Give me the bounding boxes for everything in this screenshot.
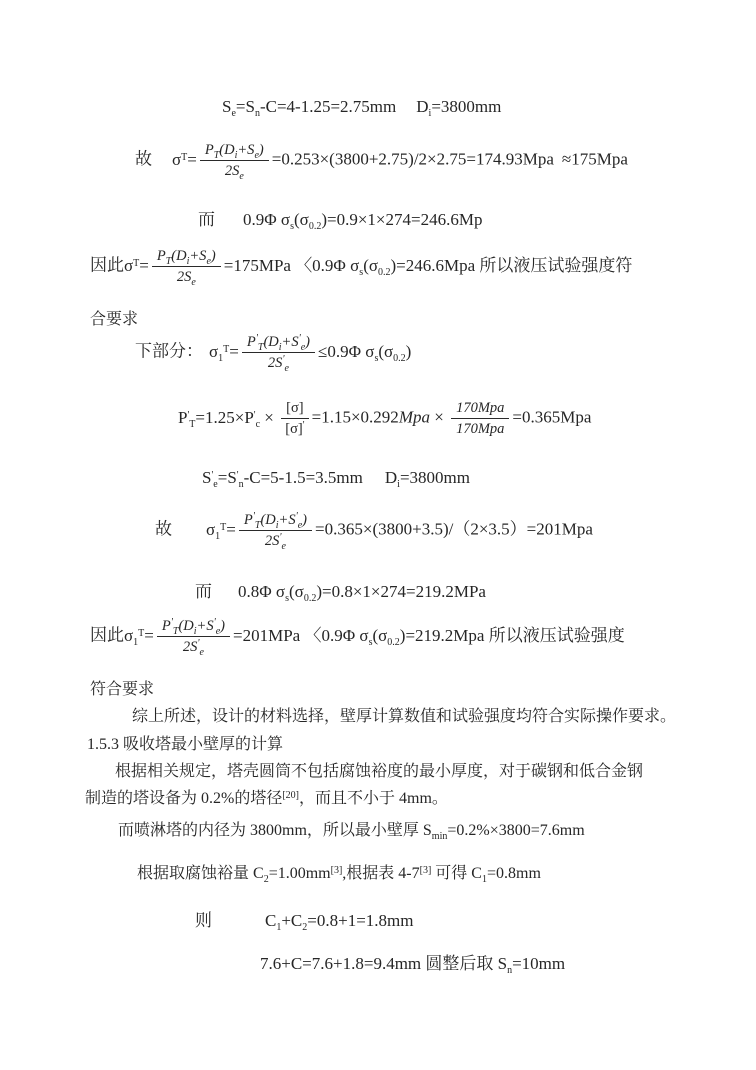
superscript: ' (302, 420, 305, 432)
equation-label: 而 (198, 210, 215, 229)
subscript: e (213, 479, 218, 490)
superscript: ' (279, 532, 282, 544)
subscript: 1 (481, 874, 487, 885)
paragraph-min-thickness-rule-line2: 制造的塔设备为 0.2%的塔径[20]，而且不小于 4mm。 (85, 790, 448, 807)
subscript: s (368, 636, 373, 648)
subscript: i (275, 520, 279, 531)
equation-body: 0.8Φ $\sigma_s(\sigma_{0.2})=0.8\times 1\times 274=219.2MPa$ (238, 582, 486, 604)
equation-effective-thickness-upper (222, 97, 501, 117)
subscript: e (191, 277, 196, 289)
subscript: T (213, 150, 220, 161)
subscript: i (186, 256, 190, 267)
sigma-symbol: $\sigma_1^T=$ (206, 519, 236, 542)
subscript: 1 (215, 530, 221, 542)
equation-mid: =1.15×0.292Mpa × (311, 407, 449, 427)
subscript: s (285, 593, 289, 604)
equation-test-pressure-lower (178, 399, 591, 438)
subscript: e (199, 647, 204, 659)
fraction-ptprime-over-2seprime: $\frac{P'_T(D_i+S'_e)}{2S'_e}$ (242, 333, 315, 372)
equation-allowable-stress-upper (198, 205, 482, 230)
subscript: i (428, 108, 432, 119)
subscript: T (165, 256, 172, 267)
superscript: ' (213, 617, 216, 628)
superscript: ' (236, 470, 239, 481)
equation-label: 而 (195, 582, 212, 601)
paragraph-summary: 综上所述，设计的材料选择，壁厚计算数值和试验强度均符合实际操作要求。 (132, 708, 677, 725)
superscript: T (138, 627, 145, 639)
paragraph-corrosion-allowance: 根据取腐蚀裕量 $C_2=1.00mm[3]$,根据表 4-7[3] 可得 $C_1=0.8mm$ (137, 865, 541, 885)
subscript: 1 (133, 636, 139, 648)
equation-result: =0.365Mpa (512, 407, 592, 427)
superscript: ' (170, 617, 173, 628)
equation-condition: ≤0.9Φ $\sigma_s(\sigma_{0.2})$ (318, 341, 412, 364)
subscript: e (297, 520, 303, 531)
subscript: 0.2 (378, 266, 391, 278)
subscript: T (254, 520, 261, 531)
subscript: e (284, 363, 289, 375)
reference-superscript: [3] (330, 865, 343, 876)
subscript: i (397, 479, 400, 490)
subscript: 2 (302, 922, 308, 933)
superscript: T (133, 257, 140, 269)
equation-label: 则 (195, 911, 212, 930)
subscript: T (257, 342, 264, 353)
equation-stress-check-upper (135, 141, 628, 183)
superscript: T (223, 343, 230, 355)
equation-result: =0.253×(3800+2.75)/2×2.75=174.93Mpa (271, 149, 554, 169)
equation-stress-check-lower (155, 511, 593, 553)
sigma-symbol: $\sigma^T=$ (124, 255, 149, 275)
subscript: e (206, 256, 211, 267)
subscript: e (215, 626, 221, 637)
superscript: ' (255, 333, 258, 344)
fraction-170mpa-ratio: $\frac{\text{170Mpa}}{\text{170Mpa}}$ (451, 399, 509, 438)
paragraph-conclusion-lower-wrap: 符合要求 (90, 681, 155, 698)
variable-di: $D_i=3800mm$ (416, 97, 502, 119)
superscript: ' (197, 638, 200, 650)
equation-lhs: $P'_T=1.25\times P'_c$ × (178, 407, 279, 430)
subscript: s (374, 352, 379, 364)
equation-label: 因此 (90, 625, 124, 645)
fraction-pt-over-2se: $\frac{P_T(D_i+S_e)}{2S_e}$ (152, 247, 221, 286)
subscript: 0.2 (387, 636, 400, 648)
subscript: s (290, 221, 294, 232)
subscript: s (359, 266, 364, 278)
paragraph-conclusion-upper-wrap: 合要求 (90, 311, 139, 328)
equation-final-thickness: 7.6+C=7.6+1.8=9.4mm 圆整后取 $S_n=10mm$ (260, 954, 566, 976)
subscript: 1 (276, 922, 282, 933)
subscript: 2 (263, 874, 269, 885)
reference-superscript: [20] (282, 790, 300, 801)
equation-min-thickness: 而喷淋塔的内径为 3800mm，所以最小壁厚 $S_{min}=0.2\%\times 3800=7.6mm$ (118, 822, 585, 842)
equation-conclusion-upper (90, 247, 633, 289)
equation-label: 下部分： (135, 341, 203, 361)
fraction-ptprime-over-2seprime: $\frac{P'_T(D_i+S'_e)}{2S'_e}$ (157, 617, 230, 656)
equation-result: =0.365×(3800+3.5)/（2×3.5）=201Mpa (315, 519, 593, 539)
equation-conclusion-lower (90, 617, 625, 659)
sigma-symbol: $\sigma^T=$ (172, 149, 197, 169)
superscript: ' (252, 511, 255, 522)
subscript: 0.2 (303, 593, 317, 604)
subscript: i (234, 150, 238, 161)
fraction-pt-over-2se: $\frac{P_T(D_i+S_e)}{2S_e}$ (200, 141, 269, 180)
subscript: e (239, 171, 244, 183)
subscript: e (254, 150, 259, 161)
subscript: e (300, 342, 306, 353)
variable-se: $S_e=S_n-C=4-1.25=2.75mm$ (222, 97, 397, 119)
subscript: n (254, 108, 260, 119)
subscript: 0.2 (308, 221, 322, 232)
superscript: T (181, 151, 188, 163)
equation-lower-section-criterion (135, 333, 412, 375)
fraction-ptprime-over-2seprime: $\frac{P'_T(D_i+S'_e)}{2S'_e}$ (239, 511, 312, 550)
equation-label: 因此 (90, 255, 124, 275)
sigma-symbol: $\sigma_1^T=$ (209, 341, 239, 364)
subscript: i (278, 342, 282, 353)
equation-result: =201MPa 〈0.9Φ $\sigma_s(\sigma_{0.2})=219.2Mpa$ 所以液压试验强度 (233, 625, 625, 648)
sigma-symbol: $\sigma_1^T=$ (124, 625, 154, 648)
subscript: n (507, 965, 513, 976)
approx-value: ≈175Mpa (561, 149, 628, 169)
fraction-sigma-ratio: $\frac{[\sigma]}{[\sigma]'}$ (281, 399, 308, 438)
subscript: T (189, 418, 196, 430)
superscript: ' (253, 409, 256, 421)
variable-di: $D_i=3800mm$ (384, 468, 470, 490)
subscript: e (281, 541, 286, 553)
superscript: ' (187, 409, 190, 421)
section-heading-1-5-3: 1.5.3 吸收塔最小壁厚的计算 (87, 736, 284, 753)
subscript: T (172, 626, 179, 637)
equation-body: $C_1+C_2=0.8+1=1.8mm$ (265, 911, 414, 933)
subscript: 1 (218, 352, 224, 364)
equation-effective-thickness-lower (202, 468, 470, 488)
superscript: ' (295, 511, 298, 522)
subscript: e (231, 108, 236, 119)
equation-result: =175MPa 〈0.9Φ $\sigma_s(\sigma_{0.2})=246.6Mpa$ 所以液压试验强度符 (223, 255, 633, 278)
equation-allowable-stress-lower (195, 577, 486, 602)
superscript: ' (298, 333, 301, 344)
equation-c1-plus-c2 (195, 906, 414, 931)
subscript: min (431, 831, 448, 842)
superscript: ' (282, 354, 285, 366)
subscript: i (193, 626, 197, 637)
reference-superscript: [3] (419, 865, 432, 876)
equation-body: 0.9Φ $\sigma_s(\sigma_{0.2})=0.9\times 1\times 274=246.6Mp$ (243, 210, 483, 232)
subscript: n (238, 479, 244, 490)
equation-label: 故 (155, 519, 172, 539)
superscript: ' (211, 470, 214, 481)
subscript: c (255, 418, 261, 430)
subscript: 0.2 (393, 352, 406, 364)
equation-label: 故 (135, 149, 152, 169)
paragraph-min-thickness-rule-line1: 根据相关规定，塔壳圆筒不包括腐蚀裕度的最小厚度，对于碳钢和低合金钢 (115, 763, 644, 780)
variable-se-prime: $S'_e=S'_n-C=5-1.5=3.5mm$ (202, 468, 363, 490)
superscript: T (220, 521, 227, 533)
